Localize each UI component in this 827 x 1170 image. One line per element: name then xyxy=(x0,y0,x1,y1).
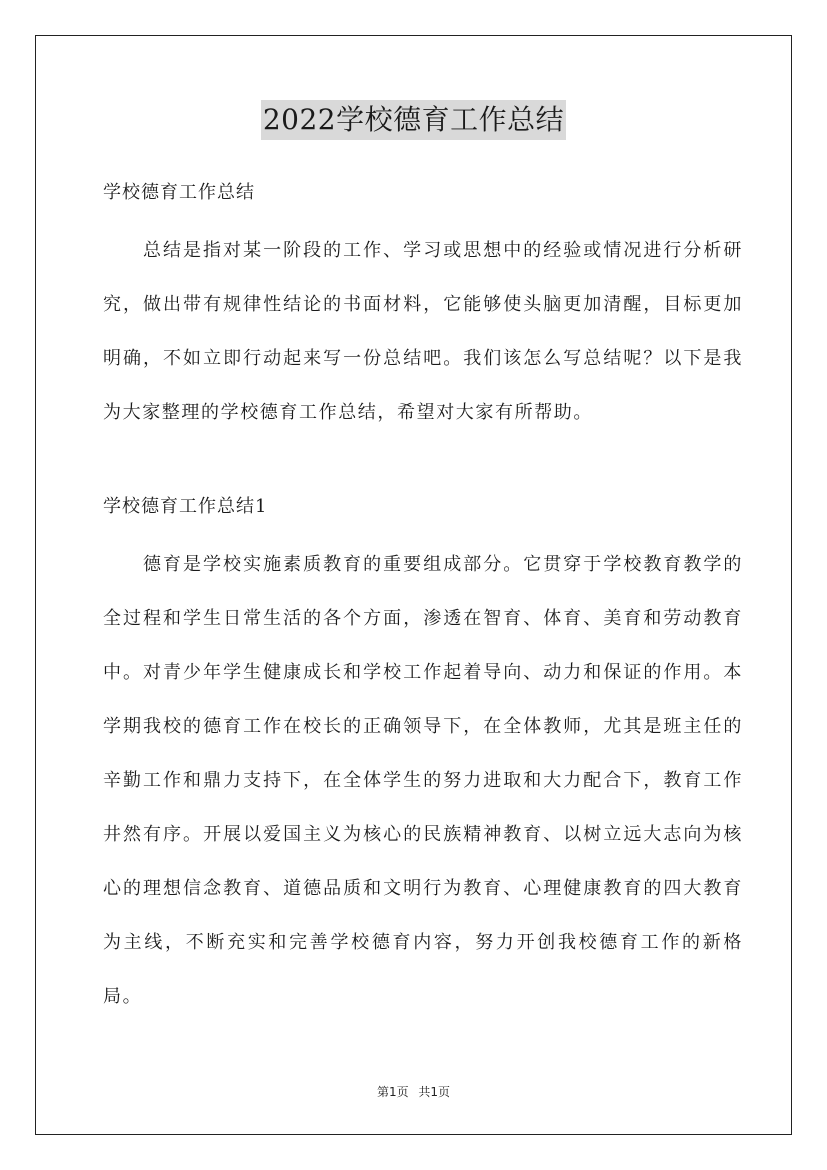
title-container xyxy=(0,100,827,140)
section-heading-1: 学校德育工作总结1 xyxy=(103,496,268,517)
section-heading-intro: 学校德育工作总结 xyxy=(103,182,255,203)
document-body xyxy=(103,172,743,1024)
document-title: 2022学校德育工作总结 xyxy=(261,100,566,140)
page-number-current: 第1页 xyxy=(376,1085,409,1099)
paragraph-intro: 总结是指对某一阶段的工作、学习或思想中的经验或情况进行分析研究，做出带有规律性结论的书面材料，它能够使头脑更加清醒，目标更加明确，不如立即行动起来写一份总结吧。我们该怎么写总结呢？以下是我为大家整理的学校德育工作总结，希望对大家有所帮助。 xyxy=(103,240,743,423)
paragraph-section-1: 德育是学校实施素质教育的重要组成部分。它贯穿于学校教育教学的全过程和学生日常生活的各个方面，渗透在智育、体育、美育和劳动教育中。对青少年学生健康成长和学校工作起着导向、动力和保证的作用。本学期我校的德育工作在校长的正确领导下，在全体教师，尤其是班主任的辛勤工作和鼎力支持下，在全体学生的努力进取和大力配合下，教育工作井然有序。开展以爱国主义为核心的民族精神教育、以树立远大志向为核心的理想信念教育、道德品质和文明行为教育、心理健康教育的四大教育为主线，不断充实和完善学校德育内容，努力开创我校德育工作的新格局。 xyxy=(103,554,743,1007)
spacer xyxy=(103,440,743,486)
spacer xyxy=(103,214,743,224)
spacer xyxy=(103,528,743,538)
page-number-total: 共1页 xyxy=(418,1085,451,1099)
page-footer xyxy=(0,1083,827,1100)
